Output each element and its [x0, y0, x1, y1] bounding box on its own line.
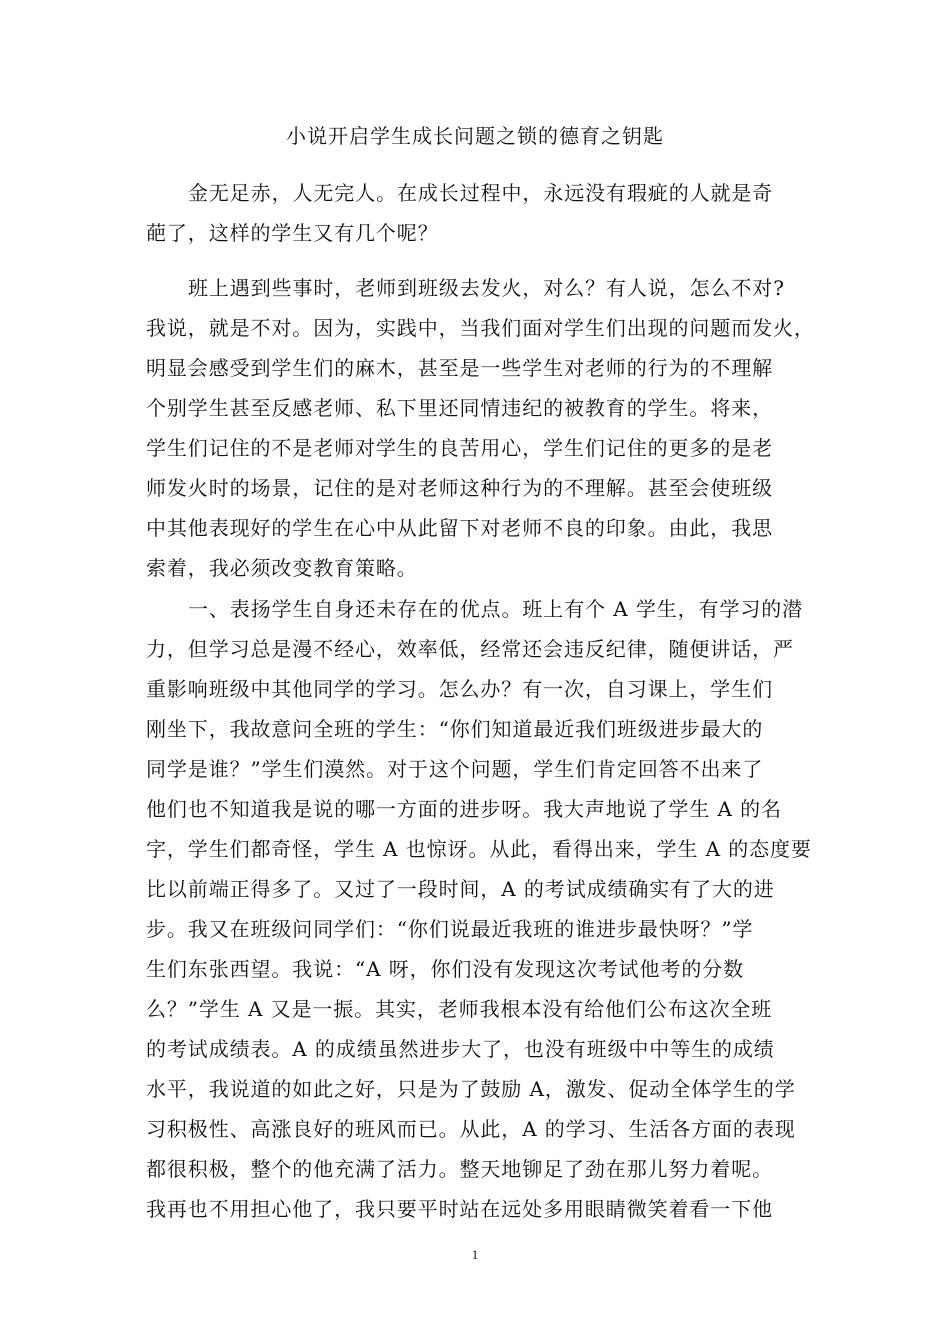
paragraph-line: 都很积极，整个的他充满了活力。整天地铆足了劲在那儿努力着呢。 [146, 1157, 773, 1181]
paragraph-line: 我说，就是不对。因为，实践中，当我们面对学生们出现的问题而发火， [146, 316, 815, 340]
paragraph-line: 比以前端正得多了。又过了一段时间，A 的考试成绩确实有了大的进 [146, 877, 775, 901]
paragraph-line: 师发火时的场景，记住的是对老师这种行为的不理解。甚至会使班级 [146, 476, 773, 500]
paragraph-line: 金无足赤，人无完人。在成长过程中，永远没有瑕疵的人就是奇 [188, 181, 774, 205]
paragraph-line: 步。我又在班级问同学们：“你们说最近我班的谁进步最快呀？”学 [146, 917, 754, 941]
paragraph-line: 同学是谁？”学生们漠然。对于这个问题，学生们肯定回答不出来了 [146, 757, 764, 781]
paragraph-line: 班上遇到些事时，老师到班级去发火，对么？有人说，怎么不对? [188, 276, 785, 300]
paragraph-line: 刚坐下，我故意问全班的学生：“你们知道最近我们班级进步最大的 [146, 717, 764, 741]
paragraph-line: 明显会感受到学生们的麻木，甚至是一些学生对老师的行为的不理解 [146, 356, 773, 380]
paragraph-line: 中其他表现好的学生在心中从此留下对老师不良的印象。由此，我思 [146, 516, 773, 540]
paragraph-line: 生们东张西望。我说：“A 呀，你们没有发现这次考试他考的分数 [146, 957, 745, 981]
paragraph-3 [146, 589, 814, 1229]
paragraph-2 [146, 268, 814, 588]
paragraph-line: 水平，我说道的如此之好，只是为了鼓励 A，激发、促动全体学生的学 [146, 1077, 796, 1101]
paragraph-line: 个别学生甚至反感老师、私下里还同情违纪的被教育的学生。将来， [146, 396, 773, 420]
paragraph-line: 索着，我必须改变教育策略。 [146, 556, 418, 580]
paragraph-line: 重影响班级中其他同学的学习。怎么办？有一次，自习课上，学生们 [146, 677, 773, 701]
paragraph-line: 学生们记住的不是老师对学生的良苦用心，学生们记住的更多的是老 [146, 436, 773, 460]
paragraph-line: 一、表扬学生自身还未存在的优点。班上有个 A 学生，有学习的潜 [188, 597, 804, 621]
page-number: 1 [471, 1247, 479, 1262]
paragraph-1 [146, 173, 814, 253]
paragraph-line: 字，学生们都奇怪，学生 A 也惊讶。从此，看得出来，学生 A 的态度要 [146, 837, 812, 861]
paragraph-line: 葩了，这样的学生又有几个呢？ [146, 221, 439, 245]
paragraph-line: 我再也不用担心他了，我只要平时站在远处多用眼睛微笑着看一下他 [146, 1197, 773, 1221]
paragraph-line: 习积极性、高涨良好的班风而已。从此，A 的学习、生活各方面的表现 [146, 1117, 796, 1141]
paragraph-line: 力，但学习总是漫不经心，效率低，经常还会违反纪律，随便讲话，严 [146, 637, 794, 661]
document-title: 小说开启学生成长问题之锁的德育之钥匙 [286, 124, 664, 148]
paragraph-line: 么？”学生 A 又是一振。其实，老师我根本没有给他们公布这次全班 [146, 997, 773, 1021]
paragraph-line: 他们也不知道我是说的哪一方面的进步呀。我大声地说了学生 A 的名 [146, 797, 782, 821]
paragraph-line: 的考试成绩表。A 的成绩虽然进步大了，也没有班级中中等生的成绩 [146, 1037, 775, 1061]
